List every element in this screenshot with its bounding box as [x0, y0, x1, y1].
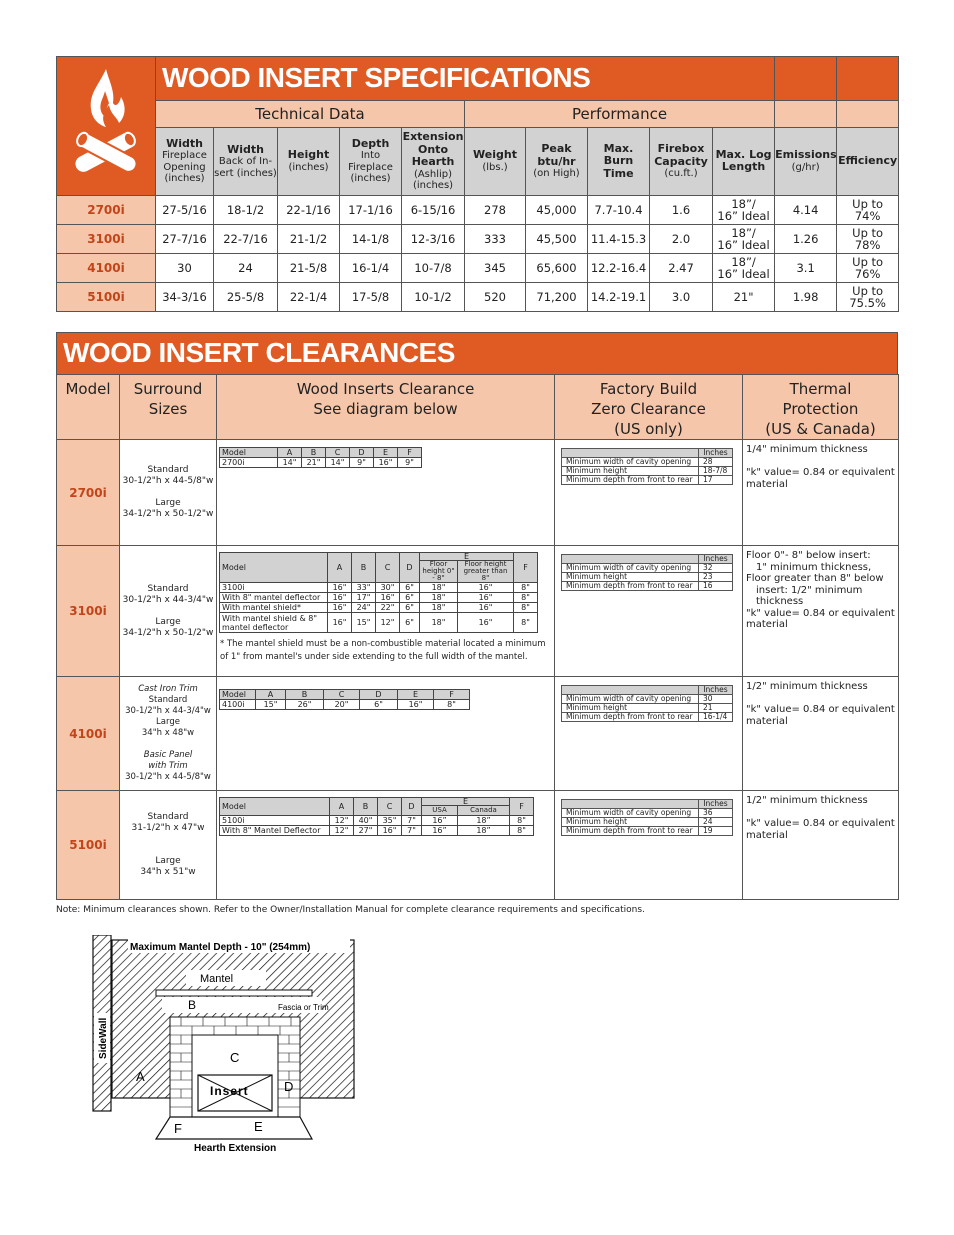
surround-5100i: Standard 31-1/2"h x 47"w Large 34"h x 51"w	[120, 791, 217, 900]
clearance-row-5100i	[57, 791, 899, 900]
thermal-3100i: Floor 0"- 8" below insert: 1" minimum thickness, Floor greater than 8" below insert: 1/2" minimum thickness "k" value= 0.84 or equivalent material	[743, 546, 899, 677]
spec-cell: 333	[465, 225, 526, 254]
spec-cell: 17-5/8	[340, 283, 402, 312]
spec-cell: 22-7/16	[214, 225, 278, 254]
spec-model: 3100i	[57, 225, 156, 254]
letter-b: B	[188, 998, 197, 1012]
mantel-shelf	[156, 990, 312, 996]
clr-head-model: Model	[57, 375, 120, 440]
factory-3100i	[555, 546, 743, 677]
spec-cell: 22-1/16	[278, 196, 340, 225]
wood-table-2700i: Model A B C D E F 2700i 14" 21" 14" 9" 16" 9"	[219, 447, 422, 468]
wood-table-5100i: Model A B C D E F USA Canada 5100i 12" 40" 35" 7" 16” 18” 8" With 8" Mantel Deflector 12" 27" 16" 7" 16” 18” 8"	[219, 797, 534, 836]
spec-cell: 45,000	[526, 196, 588, 225]
spec-cell: 24	[214, 254, 278, 283]
spec-cell: 65,600	[526, 254, 588, 283]
clr-model-2700i: 2700i	[57, 440, 120, 546]
insert-label: Insert	[210, 1084, 249, 1098]
spec-cell: 34-3/16	[156, 283, 214, 312]
factory-4100i	[555, 677, 743, 791]
spec-cell: 7.7-10.4	[588, 196, 650, 225]
performance-header: Performance	[465, 100, 775, 127]
spec-cell: 16-1/4	[340, 254, 402, 283]
spec-cell: 278	[465, 196, 526, 225]
clearances-table	[56, 374, 899, 900]
spec-cell: 12-3/16	[402, 225, 465, 254]
spec-cell: 21-1/2	[278, 225, 340, 254]
clr-model-5100i: 5100i	[57, 791, 120, 900]
clearances-title-bar	[56, 332, 898, 374]
wood-clearance-5100i	[217, 791, 555, 900]
clearance-row-2700i	[57, 440, 899, 546]
spec-model: 5100i	[57, 283, 156, 312]
mantel-shield-note: * The mantel shield must be a non-combustible material located a minimum of 1" from mantel's under side extending to the full width of the mantel.	[220, 639, 546, 662]
spec-cell: 12.2-16.4	[588, 254, 650, 283]
clr-model-4100i: 4100i	[57, 677, 120, 791]
wood-clearance-4100i	[217, 677, 555, 791]
clr-head-thermal: Thermal Protection (US & Canada)	[743, 375, 899, 440]
wood-clearance-3100i	[217, 546, 555, 677]
spec-cell: 1.26	[775, 225, 837, 254]
spec-cell-log: 18”/ 16” Ideal	[713, 254, 775, 283]
spec-cell: 10-1/2	[402, 283, 465, 312]
spec-cell-efficiency: Up to 76%	[837, 254, 899, 283]
spec-cell-efficiency: Up to 75.5%	[837, 283, 899, 312]
spec-cell-log: 21"	[713, 283, 775, 312]
spec-cell: 2.47	[650, 254, 713, 283]
spec-cell: 27-5/16	[156, 196, 214, 225]
spec-row	[57, 254, 899, 283]
surround-4100i: Cast Iron Trim Standard 30-1/2"h x 44-3/4"w Large 34"h x 48"w Basic Panel with Trim 30-1/2"h x 44-5/8"w	[120, 677, 217, 791]
spec-row	[57, 225, 899, 254]
spec-cell-efficiency: Up to 78%	[837, 225, 899, 254]
spec-cell: 18-1/2	[214, 196, 278, 225]
spec-cell: 21-5/8	[278, 254, 340, 283]
spec-col-header: Depth Into Fireplace (inches)	[340, 127, 402, 195]
spec-cell: 4.14	[775, 196, 837, 225]
letter-d: D	[284, 1079, 294, 1094]
clearances-title: WOOD INSERT CLEARANCES	[63, 337, 455, 368]
spec-row	[57, 283, 899, 312]
spec-col-header: Max. Log Length	[713, 127, 775, 195]
letter-a: A	[136, 1069, 145, 1084]
letter-c: C	[230, 1050, 240, 1065]
thermal-2700i: 1/4" minimum thickness "k" value= 0.84 or equivalent material	[743, 440, 899, 546]
flame-logs-icon	[61, 61, 151, 187]
spec-cell: 6-15/16	[402, 196, 465, 225]
factory-table-4100i: Inches Minimum width of cavity opening 30 Minimum height 21 Minimum depth from front to rear 16-1/4	[561, 685, 733, 722]
spec-cell: 1.6	[650, 196, 713, 225]
factory-table-2700i: Inches Minimum width of cavity opening 28 Minimum height 18-7/8 Minimum depth from front to rear 17	[561, 448, 733, 485]
clearance-footnote: Note: Minimum clearances shown. Refer to the Owner/Installation Manual for complete clearance requirements and specifications.	[56, 905, 645, 915]
clearance-row-4100i	[57, 677, 899, 791]
spec-model: 4100i	[57, 254, 156, 283]
spec-cell: 345	[465, 254, 526, 283]
letter-f: F	[174, 1121, 182, 1136]
technical-data-header: Technical Data	[156, 100, 465, 127]
spec-cell: 10-7/8	[402, 254, 465, 283]
spec-cell-log: 18”/ 16” Ideal	[713, 196, 775, 225]
spec-cell: 2.0	[650, 225, 713, 254]
wood-clearance-2700i	[217, 440, 555, 546]
surround-2700i: Standard 30-1/2"h x 44-5/8"w Large 34-1/2"h x 50-1/2"w	[120, 440, 217, 546]
thermal-5100i: 1/2" minimum thickness "k" value= 0.84 or equivalent material	[743, 791, 899, 900]
clr-model-3100i: 3100i	[57, 546, 120, 677]
wood-table-4100i: Model A B C D E F 4100i 15" 26" 20" 6" 16" 8"	[219, 689, 470, 710]
spec-model: 2700i	[57, 196, 156, 225]
spec-col-header: Extension Onto Hearth (Ashlip) (inches)	[402, 127, 465, 195]
spec-cell-efficiency: Up to 74%	[837, 196, 899, 225]
spec-cell: 27-7/16	[156, 225, 214, 254]
spec-cell: 14.2-19.1	[588, 283, 650, 312]
spec-cell: 17-1/16	[340, 196, 402, 225]
spec-col-header: Width Fireplace Opening (inches)	[156, 127, 214, 195]
hearth-label: Hearth Extension	[194, 1143, 277, 1154]
spec-cell: 22-1/4	[278, 283, 340, 312]
fascia-label: Fascia or Trim	[278, 1003, 329, 1012]
spec-col-header: Efficiency	[837, 127, 899, 195]
clr-head-factory: Factory Build Zero Clearance (US only)	[555, 375, 743, 440]
thermal-4100i: 1/2" minimum thickness "k" value= 0.84 or equivalent material	[743, 677, 899, 791]
spec-cell: 11.4-15.3	[588, 225, 650, 254]
letter-e: E	[254, 1119, 263, 1134]
spec-col-header: Peak btu/hr (on High)	[526, 127, 588, 195]
sidewall-label: SideWall	[98, 1017, 109, 1059]
factory-table-5100i: Inches Minimum width of cavity opening 36 Minimum height 24 Minimum depth from front to rear 19	[561, 799, 733, 836]
factory-5100i	[555, 791, 743, 900]
surround-3100i: Standard 30-1/2"h x 44-3/4"w Large 34-1/2"h x 50-1/2"w	[120, 546, 217, 677]
top-label: Maximum Mantel Depth - 10" (254mm)	[130, 942, 311, 953]
spec-cell: 1.98	[775, 283, 837, 312]
clr-head-surround: Surround Sizes	[120, 375, 217, 440]
spec-col-header: Max. Burn Time	[588, 127, 650, 195]
spec-col-header: Firebox Capacity (cu.ft.)	[650, 127, 713, 195]
mantel-label: Mantel	[200, 973, 234, 985]
spec-cell: 25-5/8	[214, 283, 278, 312]
spec-cell-log: 18”/ 16” Ideal	[713, 225, 775, 254]
spec-cell: 45,500	[526, 225, 588, 254]
factory-2700i	[555, 440, 743, 546]
fire-logo	[57, 57, 156, 196]
clr-head-wood: Wood Inserts Clearance See diagram below	[217, 375, 555, 440]
spec-col-header: Width Back of In- sert (inches)	[214, 127, 278, 195]
spec-cell: 71,200	[526, 283, 588, 312]
spec-col-header: Emissions (g/hr)	[775, 127, 837, 195]
clearance-diagram	[90, 935, 360, 1160]
spec-cell: 3.0	[650, 283, 713, 312]
specifications-table	[56, 56, 899, 312]
spec-cell: 3.1	[775, 254, 837, 283]
factory-table-3100i: Inches Minimum width of cavity opening 32 Minimum height 23 Minimum depth from front to rear 16	[561, 554, 733, 591]
spec-cell: 14-1/8	[340, 225, 402, 254]
spec-col-header: Height (inches)	[278, 127, 340, 195]
spec-cell: 30	[156, 254, 214, 283]
clearance-row-3100i	[57, 546, 899, 677]
specifications-title: WOOD INSERT SPECIFICATIONS	[156, 57, 775, 101]
spec-col-header: Weight (lbs.)	[465, 127, 526, 195]
wood-table-3100i: Model A B C D E F Floor height 0" - 8" Floor height greater than 8" 3100i 16" 33" 30" 6" 18" 16" 8" With 8" mantel deflector 16" 17" 16" 6" 18" 16" 8" With mantel shield* 16" 24" 22" 6" 18" 16" 8" With mantel shield & 8" mantel deflector 16" 15" 12" 6" 18" 16" 8"	[219, 552, 538, 633]
spec-row	[57, 196, 899, 225]
spec-cell: 520	[465, 283, 526, 312]
